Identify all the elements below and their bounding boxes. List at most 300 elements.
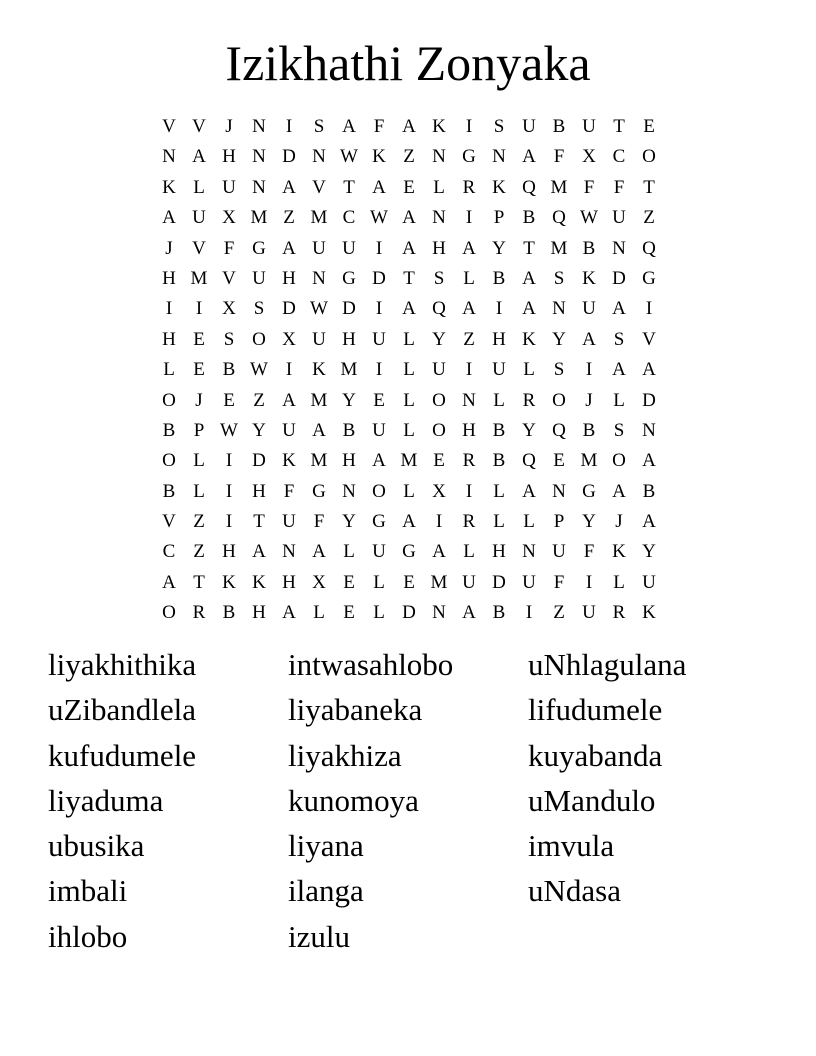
grid-letter: I: [195, 298, 203, 320]
grid-letter: V: [312, 176, 326, 198]
grid-letter: I: [585, 571, 593, 593]
grid-letter: L: [493, 480, 505, 502]
grid-letter: N: [252, 146, 266, 168]
word-list-item: uZibandlela: [48, 692, 197, 728]
word-list-item: uMandulo: [528, 782, 656, 818]
grid-letter: N: [162, 146, 176, 168]
grid-letter: Y: [342, 511, 356, 533]
grid-letter: B: [642, 480, 656, 502]
grid-letter: M: [550, 176, 568, 198]
grid-letter: K: [582, 267, 596, 289]
grid-letter: A: [462, 298, 476, 320]
grid-letter: L: [373, 571, 385, 593]
grid-letter: L: [463, 541, 475, 563]
word-list-item: uNdasa: [528, 873, 621, 909]
grid-letter: K: [162, 176, 176, 198]
grid-letter: U: [312, 237, 326, 259]
grid-letter: O: [612, 450, 626, 472]
grid-letter: I: [465, 116, 473, 137]
grid-letter: X: [222, 298, 236, 320]
grid-letter: U: [342, 237, 356, 259]
grid-letter: T: [613, 116, 625, 137]
grid-letter: Q: [522, 176, 536, 198]
grid-letter: Z: [643, 207, 655, 229]
grid-letter: C: [342, 207, 356, 229]
grid-letter: N: [522, 541, 536, 563]
grid-letter: N: [462, 389, 476, 411]
grid-letter: F: [583, 541, 595, 563]
grid-letter: I: [225, 511, 233, 533]
grid-letter: U: [312, 328, 326, 350]
grid-letter: N: [432, 207, 446, 229]
grid-letter: Q: [522, 450, 536, 472]
grid-letter: H: [282, 267, 296, 289]
grid-letter: Z: [283, 207, 295, 229]
grid-letter: L: [193, 450, 205, 472]
grid-letter: B: [222, 359, 236, 381]
grid-letter: E: [643, 116, 655, 137]
grid-letter: E: [193, 359, 205, 381]
grid-letter: G: [342, 267, 356, 289]
grid-letter: H: [222, 146, 236, 168]
grid-letter: T: [343, 176, 355, 198]
grid-letter: B: [492, 602, 506, 624]
grid-letter: E: [193, 328, 205, 350]
grid-letter: H: [492, 328, 506, 350]
grid-letter: I: [225, 450, 233, 472]
grid-letter: H: [342, 328, 356, 350]
grid-letter: T: [193, 571, 205, 593]
grid-letter: D: [402, 602, 416, 624]
grid-letter: M: [310, 207, 328, 229]
grid-letter: A: [642, 450, 656, 472]
grid-letter: R: [462, 511, 476, 533]
grid-letter: A: [582, 328, 596, 350]
grid-letter: M: [310, 389, 328, 411]
grid-letter: G: [402, 541, 416, 563]
grid-letter: T: [403, 267, 415, 289]
grid-letter: H: [282, 571, 296, 593]
grid-letter: A: [402, 511, 416, 533]
grid-letter: G: [462, 146, 476, 168]
grid-letter: W: [310, 298, 328, 320]
grid-letter: H: [432, 237, 446, 259]
grid-letter: O: [162, 389, 176, 411]
grid-letter: H: [252, 602, 266, 624]
grid-letter: A: [462, 602, 476, 624]
word-list-item: intwasahlobo: [288, 647, 454, 682]
grid-letter: B: [582, 419, 596, 441]
grid-letter: M: [190, 267, 208, 289]
word-list-item: ubusika: [48, 828, 145, 864]
grid-letter: Y: [552, 328, 566, 350]
grid-letter: U: [192, 207, 206, 229]
grid-letter: A: [612, 359, 626, 381]
grid-letter: B: [492, 267, 506, 289]
grid-letter: R: [192, 602, 206, 624]
grid-letter: A: [522, 146, 536, 168]
grid-letter: K: [612, 541, 626, 563]
grid-letter: P: [193, 419, 205, 441]
word-list-item: imbali: [48, 873, 128, 909]
grid-letter: A: [402, 207, 416, 229]
grid-letter: Y: [492, 237, 506, 259]
grid-letter: U: [282, 419, 296, 441]
grid-letter: A: [282, 237, 296, 259]
grid-letter: U: [522, 116, 536, 137]
word-list-item: lifudumele: [528, 692, 663, 728]
grid-letter: O: [162, 602, 176, 624]
grid-letter: L: [403, 480, 415, 502]
word-list-item: liyabaneka: [288, 692, 423, 728]
grid-letter: H: [252, 480, 266, 502]
word-list-item: izulu: [288, 918, 350, 954]
grid-letter: O: [372, 480, 386, 502]
grid-letter: E: [403, 571, 415, 593]
grid-letter: Z: [403, 146, 415, 168]
grid-letter: A: [432, 541, 446, 563]
grid-letter: N: [492, 146, 506, 168]
grid-letter: B: [492, 419, 506, 441]
grid-letter: I: [435, 511, 443, 533]
grid-letter: H: [162, 328, 176, 350]
grid-letter: D: [282, 146, 296, 168]
grid-letter: A: [342, 116, 356, 137]
grid-letter: B: [552, 116, 566, 137]
word-list-item: liyakhiza: [288, 737, 402, 773]
grid-letter: E: [403, 176, 415, 198]
grid-letter: G: [642, 267, 656, 289]
grid-letter: L: [403, 359, 415, 381]
grid-letter: A: [372, 450, 386, 472]
grid-letter: I: [375, 237, 383, 259]
grid-letter: S: [613, 328, 625, 350]
grid-letter: I: [375, 298, 383, 320]
grid-letter: A: [282, 389, 296, 411]
grid-letter: T: [253, 511, 265, 533]
grid-letter: S: [313, 116, 325, 137]
grid-letter: D: [612, 267, 626, 289]
grid-letter: U: [222, 176, 236, 198]
grid-letter: E: [343, 602, 355, 624]
grid-letter: J: [195, 389, 203, 411]
word-list-item: liyakhithika: [48, 647, 197, 682]
grid-letter: V: [222, 267, 236, 289]
grid-letter: S: [553, 359, 565, 381]
grid-letter: E: [433, 450, 445, 472]
word-list-item: kufudumele: [48, 737, 197, 773]
grid-letter: A: [312, 541, 326, 563]
grid-letter: L: [493, 511, 505, 533]
grid-letter: E: [373, 389, 385, 411]
grid-letter: Z: [253, 389, 265, 411]
grid-letter: I: [495, 298, 503, 320]
grid-letter: I: [285, 116, 293, 137]
grid-letter: M: [400, 450, 418, 472]
grid-letter: N: [312, 146, 326, 168]
word-list-item: liyana: [288, 828, 364, 864]
grid-letter: B: [162, 419, 176, 441]
grid-letter: Y: [342, 389, 356, 411]
grid-letter: O: [432, 389, 446, 411]
grid-letter: M: [340, 359, 358, 381]
word-list: [48, 642, 768, 959]
grid-letter: N: [432, 602, 446, 624]
grid-letter: R: [522, 389, 536, 411]
grid-letter: M: [580, 450, 598, 472]
grid-letter: U: [462, 571, 476, 593]
grid-letter: U: [432, 359, 446, 381]
grid-letter: L: [613, 389, 625, 411]
grid-letter: R: [462, 450, 476, 472]
grid-letter: H: [342, 450, 356, 472]
word-list-item: kuyabanda: [528, 737, 663, 773]
grid-letter: N: [552, 298, 566, 320]
grid-letter: Y: [642, 541, 656, 563]
grid-letter: Y: [252, 419, 266, 441]
grid-letter: G: [582, 480, 596, 502]
grid-letter: X: [222, 207, 236, 229]
grid-letter: I: [465, 207, 473, 229]
grid-letter: L: [523, 511, 535, 533]
grid-letter: K: [312, 359, 326, 381]
grid-letter: F: [553, 571, 565, 593]
grid-letter: E: [553, 450, 565, 472]
grid-letter: U: [252, 267, 266, 289]
grid-letter: A: [402, 237, 416, 259]
grid-letter: A: [372, 176, 386, 198]
grid-letter: A: [642, 359, 656, 381]
grid-letter: I: [525, 602, 533, 624]
letter-grid: [154, 112, 664, 629]
grid-letter: L: [523, 359, 535, 381]
grid-letter: U: [492, 359, 506, 381]
grid-letter: Y: [582, 511, 596, 533]
grid-letter: A: [282, 176, 296, 198]
grid-letter: H: [462, 419, 476, 441]
grid-letter: X: [582, 146, 596, 168]
grid-letter: F: [313, 511, 325, 533]
grid-letter: M: [310, 450, 328, 472]
grid-letter: L: [433, 176, 445, 198]
grid-letter: H: [492, 541, 506, 563]
grid-letter: I: [585, 359, 593, 381]
grid-letter: V: [192, 116, 206, 137]
grid-letter: K: [222, 571, 236, 593]
word-list-item: ihlobo: [48, 918, 128, 954]
grid-letter: U: [372, 541, 386, 563]
grid-letter: A: [612, 480, 626, 502]
grid-letter: Q: [552, 207, 566, 229]
grid-letter: U: [372, 328, 386, 350]
grid-letter: U: [552, 541, 566, 563]
grid-letter: W: [250, 359, 268, 381]
grid-letter: I: [645, 298, 653, 320]
grid-letter: I: [465, 359, 473, 381]
grid-letter: Z: [193, 541, 205, 563]
word-list-item: ilanga: [288, 873, 364, 909]
grid-letter: F: [583, 176, 595, 198]
grid-letter: J: [225, 116, 233, 137]
grid-letter: A: [522, 267, 536, 289]
grid-letter: N: [312, 267, 326, 289]
grid-letter: L: [463, 267, 475, 289]
grid-letter: M: [430, 571, 448, 593]
grid-letter: A: [522, 298, 536, 320]
grid-letter: X: [282, 328, 296, 350]
grid-letter: N: [432, 146, 446, 168]
grid-letter: G: [312, 480, 326, 502]
grid-letter: Z: [463, 328, 475, 350]
grid-letter: O: [252, 328, 266, 350]
grid-letter: O: [552, 389, 566, 411]
grid-letter: W: [580, 207, 598, 229]
grid-letter: I: [285, 359, 293, 381]
grid-letter: H: [162, 267, 176, 289]
grid-letter: C: [612, 146, 626, 168]
grid-letter: L: [403, 389, 415, 411]
grid-letter: P: [553, 511, 565, 533]
grid-letter: D: [642, 389, 656, 411]
grid-letter: T: [643, 176, 655, 198]
grid-letter: I: [375, 359, 383, 381]
grid-letter: K: [252, 571, 266, 593]
grid-letter: U: [612, 207, 626, 229]
grid-letter: A: [312, 419, 326, 441]
grid-letter: E: [343, 571, 355, 593]
grid-letter: K: [642, 602, 656, 624]
grid-letter: K: [282, 450, 296, 472]
grid-letter: D: [372, 267, 386, 289]
grid-letter: J: [165, 237, 173, 259]
grid-letter: E: [223, 389, 235, 411]
grid-letter: W: [340, 146, 358, 168]
grid-letter: U: [372, 419, 386, 441]
grid-letter: R: [462, 176, 476, 198]
grid-letter: L: [403, 419, 415, 441]
grid-letter: K: [492, 176, 506, 198]
grid-letter: A: [522, 480, 536, 502]
grid-letter: S: [553, 267, 565, 289]
grid-letter: G: [372, 511, 386, 533]
word-list-item: uNhlagulana: [528, 647, 687, 682]
grid-letter: Z: [553, 602, 565, 624]
grid-letter: V: [162, 116, 176, 137]
grid-letter: L: [613, 571, 625, 593]
grid-letter: J: [615, 511, 623, 533]
grid-letter: S: [223, 328, 235, 350]
grid-letter: A: [402, 298, 416, 320]
grid-letter: M: [550, 237, 568, 259]
grid-letter: A: [282, 602, 296, 624]
puzzle-title: Izikhathi Zonyaka: [225, 35, 591, 91]
grid-letter: S: [253, 298, 265, 320]
grid-letter: O: [642, 146, 656, 168]
grid-letter: U: [582, 298, 596, 320]
grid-letter: R: [612, 602, 626, 624]
grid-letter: I: [165, 298, 173, 320]
grid-letter: N: [252, 176, 266, 198]
grid-letter: Q: [432, 298, 446, 320]
grid-letter: A: [462, 237, 476, 259]
grid-letter: L: [343, 541, 355, 563]
grid-letter: A: [612, 298, 626, 320]
grid-letter: L: [193, 480, 205, 502]
grid-letter: B: [492, 450, 506, 472]
grid-letter: L: [403, 328, 415, 350]
grid-letter: S: [433, 267, 445, 289]
grid-letter: S: [493, 116, 505, 137]
grid-letter: F: [613, 176, 625, 198]
grid-letter: V: [642, 328, 656, 350]
grid-letter: Z: [193, 511, 205, 533]
grid-letter: B: [582, 237, 596, 259]
grid-letter: K: [432, 116, 446, 137]
grid-letter: B: [162, 480, 176, 502]
grid-letter: A: [402, 116, 416, 137]
grid-letter: D: [282, 298, 296, 320]
grid-letter: S: [613, 419, 625, 441]
grid-letter: B: [342, 419, 356, 441]
grid-letter: U: [642, 571, 656, 593]
grid-letter: K: [372, 146, 386, 168]
grid-letter: Y: [522, 419, 536, 441]
word-list-item: liyaduma: [48, 782, 164, 818]
grid-letter: X: [432, 480, 446, 502]
grid-letter: N: [282, 541, 296, 563]
grid-letter: U: [582, 116, 596, 137]
grid-letter: D: [492, 571, 506, 593]
grid-letter: N: [252, 116, 266, 137]
grid-letter: U: [522, 571, 536, 593]
grid-letter: O: [432, 419, 446, 441]
grid-letter: N: [552, 480, 566, 502]
grid-letter: F: [223, 237, 235, 259]
grid-letter: B: [522, 207, 536, 229]
grid-letter: V: [162, 511, 176, 533]
grid-letter: K: [522, 328, 536, 350]
grid-letter: V: [192, 237, 206, 259]
word-list-item: imvula: [528, 828, 615, 864]
grid-letter: N: [612, 237, 626, 259]
grid-letter: T: [523, 237, 535, 259]
grid-letter: U: [582, 602, 596, 624]
grid-letter: P: [493, 207, 505, 229]
grid-letter: G: [252, 237, 266, 259]
grid-letter: U: [282, 511, 296, 533]
grid-letter: D: [252, 450, 266, 472]
grid-letter: L: [313, 602, 325, 624]
grid-letter: D: [342, 298, 356, 320]
grid-letter: A: [192, 146, 206, 168]
grid-letter: F: [283, 480, 295, 502]
grid-letter: X: [312, 571, 326, 593]
grid-letter: L: [193, 176, 205, 198]
grid-letter: C: [162, 541, 176, 563]
grid-letter: A: [252, 541, 266, 563]
grid-letter: W: [370, 207, 388, 229]
grid-letter: M: [250, 207, 268, 229]
grid-letter: W: [220, 419, 238, 441]
grid-letter: F: [373, 116, 385, 137]
grid-letter: A: [642, 511, 656, 533]
grid-letter: L: [493, 389, 505, 411]
grid-letter: L: [163, 359, 175, 381]
grid-letter: A: [162, 571, 176, 593]
grid-letter: L: [373, 602, 385, 624]
grid-letter: O: [162, 450, 176, 472]
grid-letter: B: [222, 602, 236, 624]
